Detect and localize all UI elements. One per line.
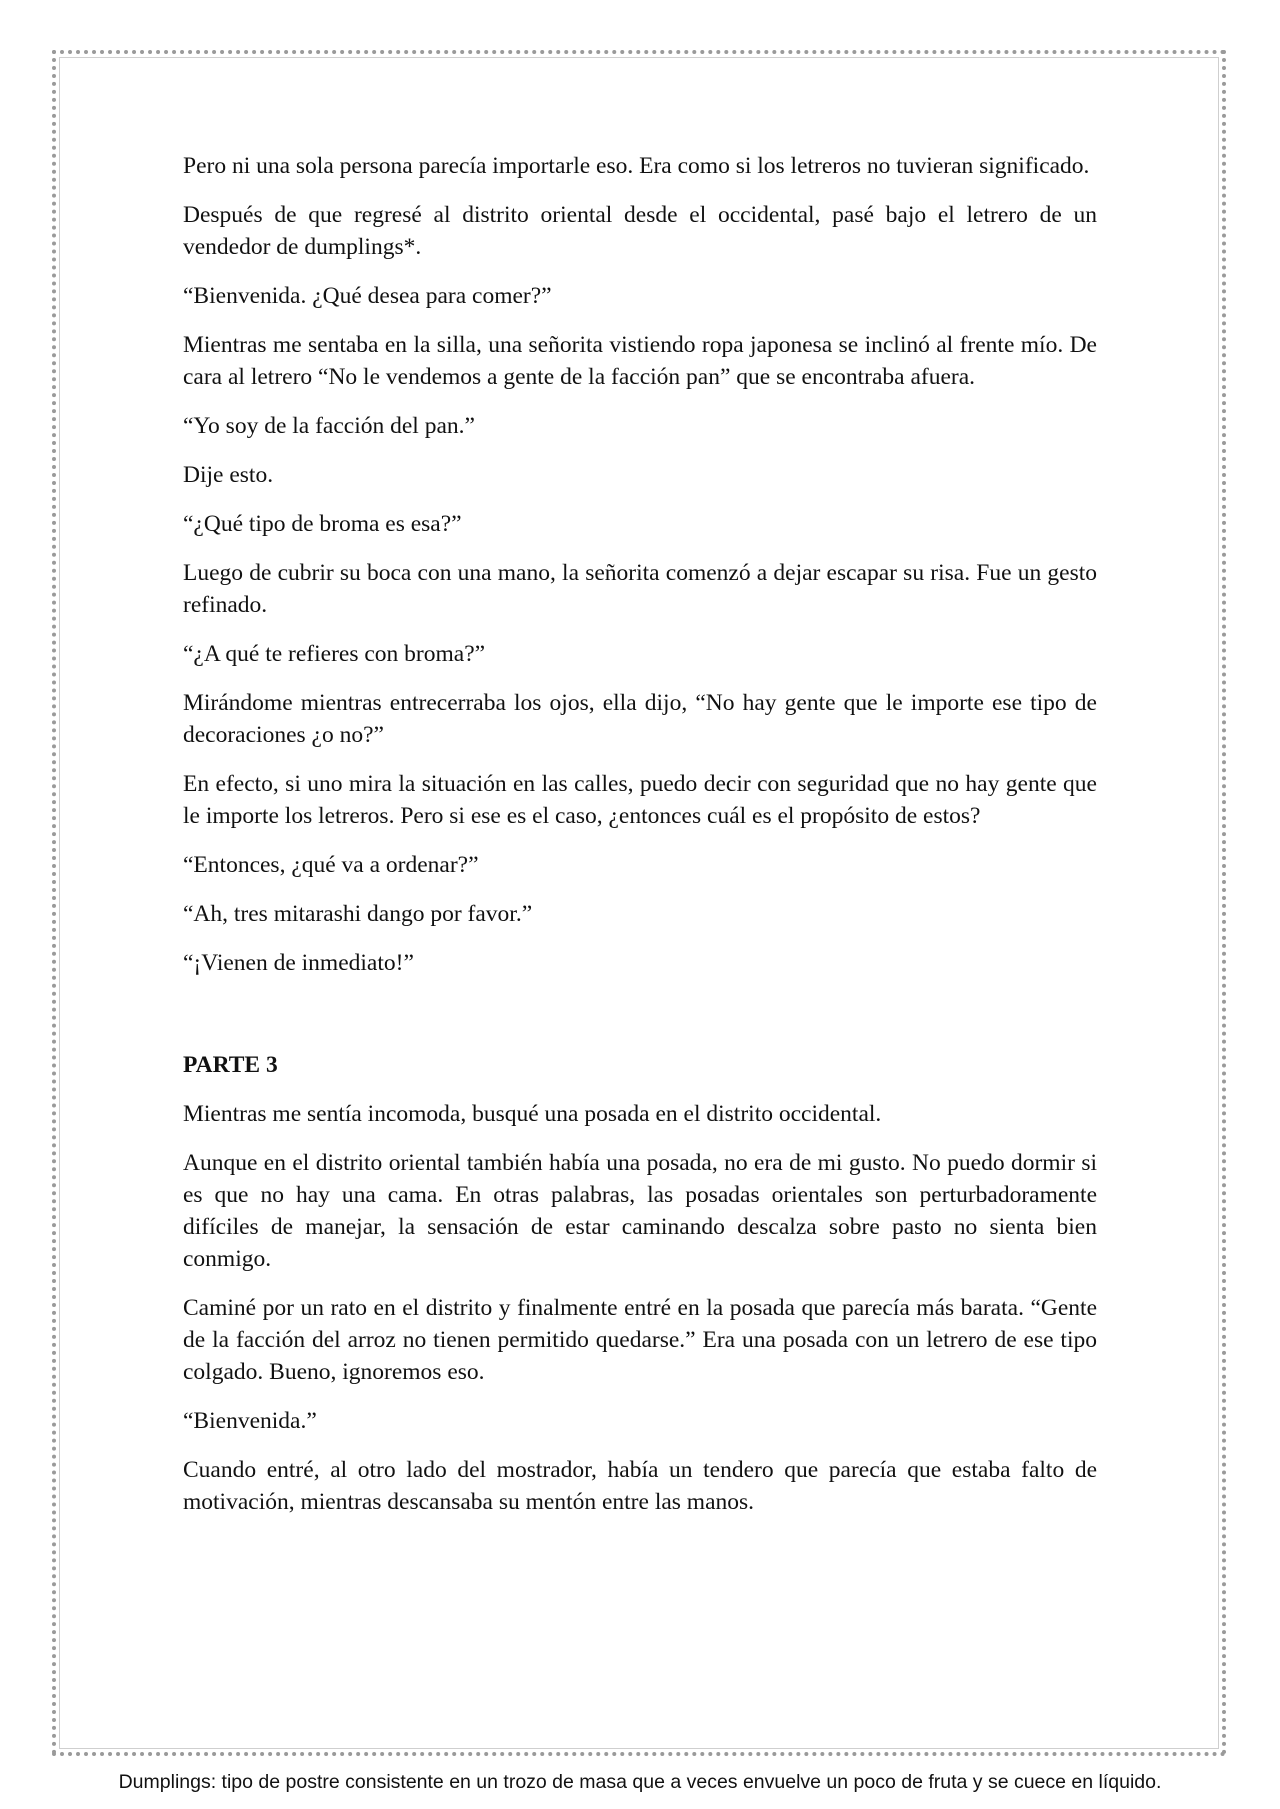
paragraph: “¿A qué te refieres con broma?” — [183, 641, 486, 667]
paragraph: “Bienvenida. ¿Qué desea para comer?” — [183, 283, 552, 309]
paragraph: Mirándome mientras entrecerraba los ojos, ella dijo, “No hay gente que le importe ese tipo de decoraciones ¿o no?” — [183, 690, 1097, 748]
paragraph: “Yo soy de la facción del pan.” — [183, 413, 475, 439]
footnote: Dumplings: tipo de postre consistente en un trozo de masa que a veces envuelve un poco de fruta y se cuece en líquido. — [118, 1771, 1162, 1793]
paragraph: Mientras me sentaba en la silla, una señorita vistiendo ropa japonesa se inclinó al frente mío. De cara al letrero “No le vendemos a gente de la facción pan” que se encontraba afuera. — [183, 332, 1097, 390]
page-body — [183, 150, 1097, 1535]
paragraph: Caminé por un rato en el distrito y finalmente entré en la posada que parecía más barata. “Gente de la facción del arroz no tienen permitido quedarse.” Era una posada con un letrero de ese tipo colgado. Bueno, ignoremos eso. — [183, 1295, 1097, 1385]
paragraph: Mientras me sentía incomoda, busqué una posada en el distrito occidental. — [183, 1101, 882, 1127]
paragraph: Aunque en el distrito oriental también había una posada, no era de mi gusto. No puedo dormir si es que no hay una cama. En otras palabras, las posadas orientales son perturbadoramente difíciles de manejar, la sensación de estar caminando descalza sobre pasto no sienta bien conmigo. — [183, 1150, 1097, 1272]
paragraph: En efecto, si uno mira la situación en las calles, puedo decir con seguridad que no hay gente que le importe los letreros. Pero si ese es el caso, ¿entonces cuál es el propósito de estos? — [183, 771, 1097, 829]
paragraph: “¡Vienen de inmediato!” — [183, 950, 414, 976]
paragraph: Cuando entré, al otro lado del mostrador, había un tendero que parecía que estaba falto de motivación, mientras descansaba su mentón entre las manos. — [183, 1457, 1097, 1515]
paragraph: “Bienvenida.” — [183, 1408, 317, 1434]
paragraph: Dije esto. — [183, 462, 274, 488]
paragraph: Luego de cubrir su boca con una mano, la señorita comenzó a dejar escapar su risa. Fue un gesto refinado. — [183, 560, 1097, 618]
paragraph: Pero ni una sola persona parecía importarle eso. Era como si los letreros no tuvieran significado. — [183, 153, 1090, 179]
paragraph: “¿Qué tipo de broma es esa?” — [183, 511, 462, 537]
section-heading: PARTE 3 — [183, 1052, 278, 1078]
paragraph: “Entonces, ¿qué va a ordenar?” — [183, 852, 479, 878]
paragraph: Después de que regresé al distrito oriental desde el occidental, pasé bajo el letrero de un vendedor de dumplings*. — [183, 202, 1097, 260]
paragraph: “Ah, tres mitarashi dango por favor.” — [183, 901, 533, 927]
